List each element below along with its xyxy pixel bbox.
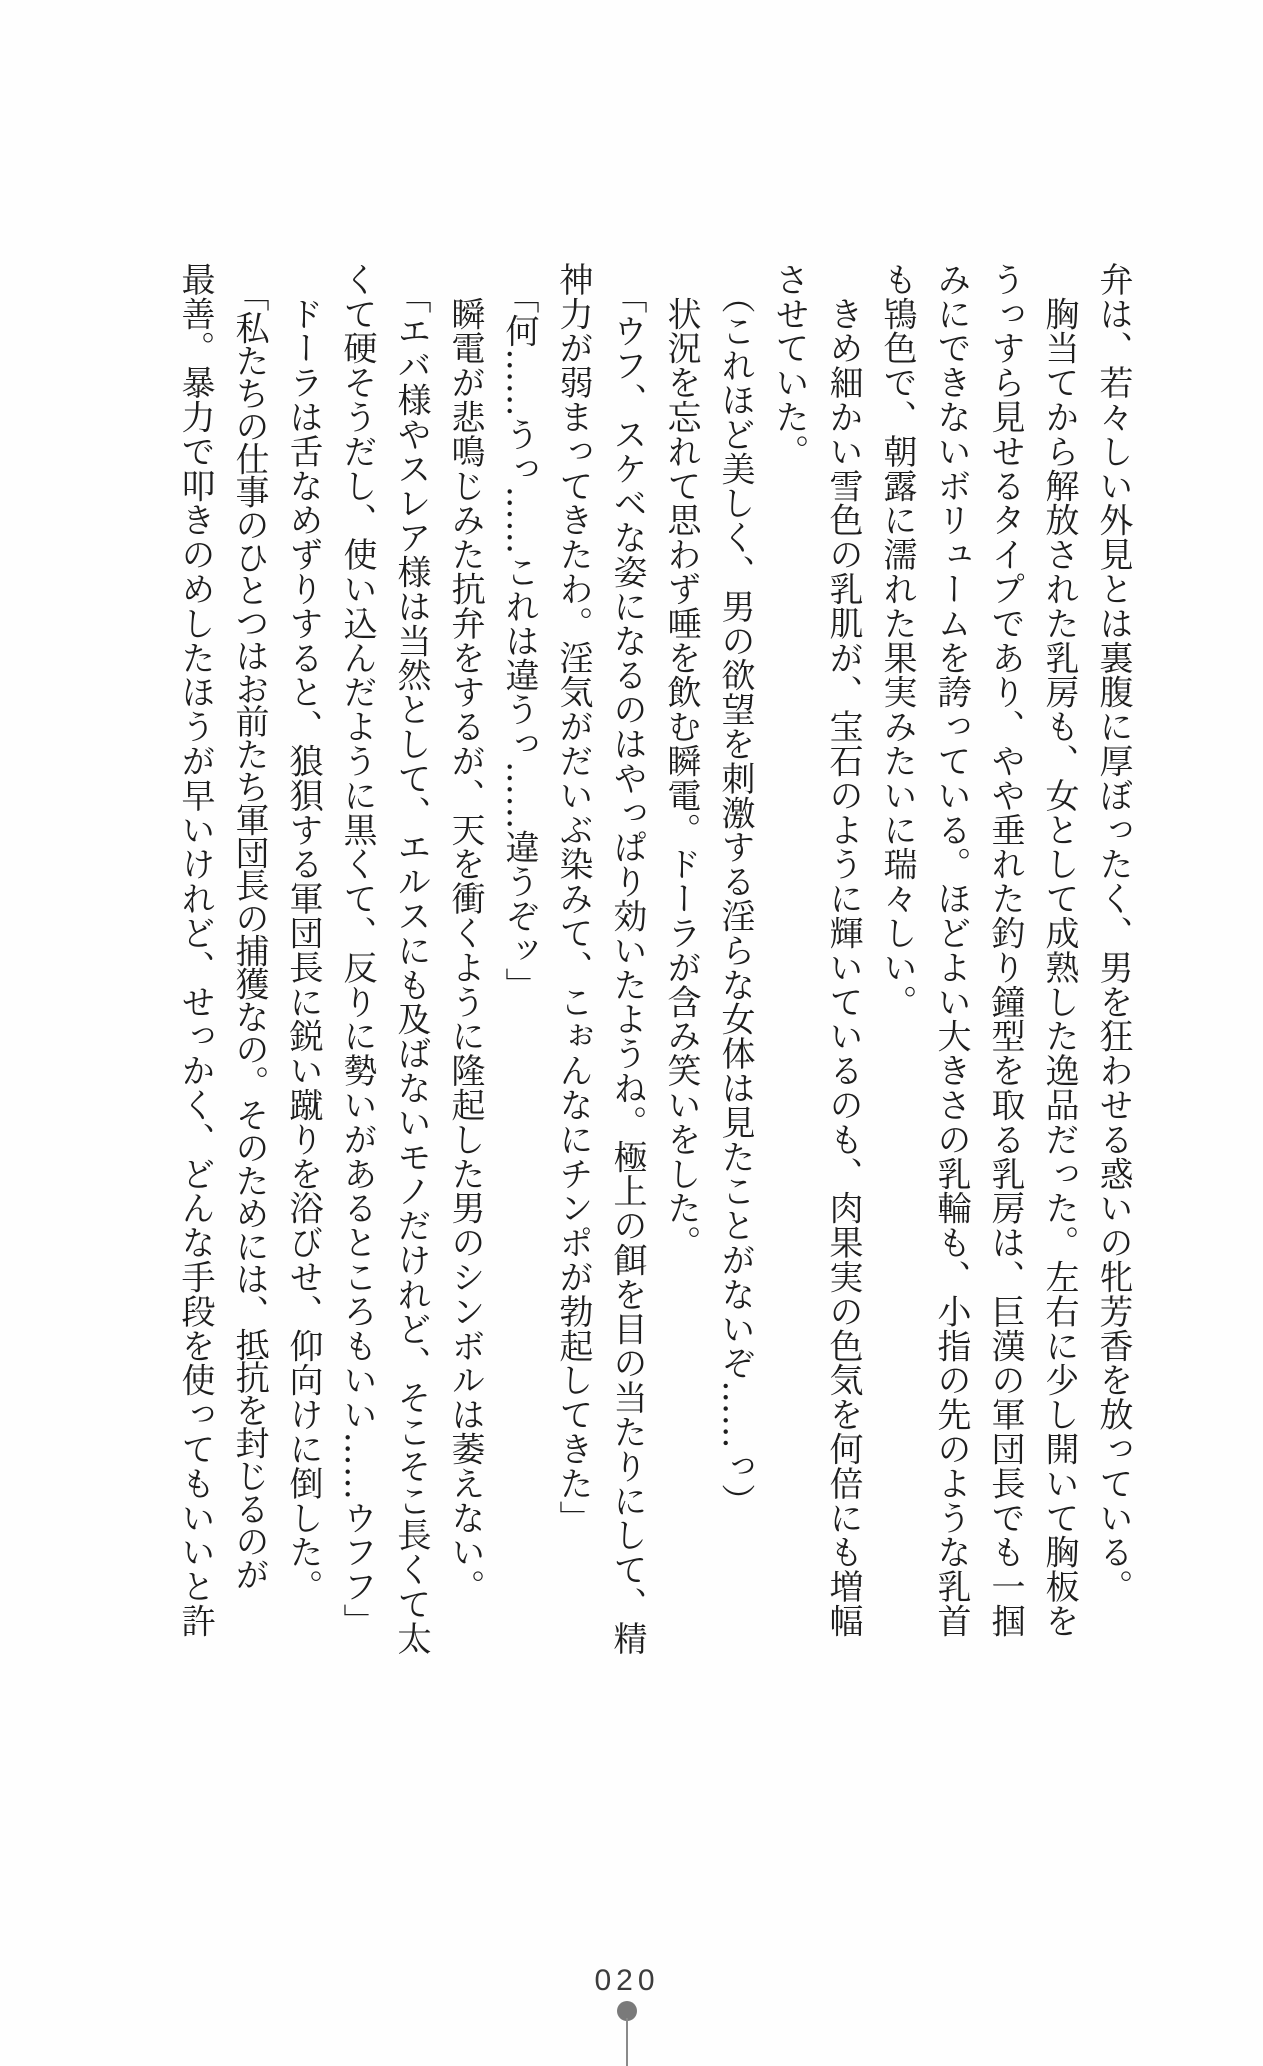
text-column: 「エバ様やスレア様は当然として、エルスにも及ばないモノだけれど、そこそこ長くて太 <box>391 262 431 1656</box>
text-column: 「ウフ、スケベな姿になるのはやっぱり効いたようね。極上の餌を目の当たりにして、精 <box>607 262 647 1656</box>
text-column: 胸当てから解放された乳房も、女として成熟した逸品だった。左右に少し開いて胸板を <box>1039 262 1079 1638</box>
text-column: 最善。暴力で叩きのめしたほうが早いけれど、せっかく、どんな手段を使ってもいいと許 <box>175 262 215 1638</box>
text-column: ドーラは舌なめずりすると、狼狽する軍団長に鋭い蹴りを浴びせ、仰向けに倒した。 <box>283 262 323 1604</box>
footer-marker-tail-line <box>626 2018 628 2066</box>
text-column: （これほど美しく、男の欲望を刺激する淫らな女体は見たことがないぞ……っ） <box>715 262 755 1518</box>
text-column: 瞬電が悲鳴じみた抗弁をするが、天を衝くように隆起した男のシンボルは萎えない。 <box>445 262 485 1604</box>
text-column: みにできないボリュームを誇っている。ほどよい大きさの乳輪も、小指の先のような乳首 <box>931 262 971 1638</box>
page-number: 020 <box>594 1964 660 1997</box>
page-text <box>168 262 1140 1656</box>
text-column: 神力が弱まってきたわ。淫気がだいぶ染みて、こぉんなにチンポが勃起してきた」 <box>553 262 593 1535</box>
text-column: 弁は、若々しい外見とは裏腹に厚ぼったく、男を狂わせる惑いの牝芳香を放っている。 <box>1093 262 1133 1604</box>
text-column: 「私たちの仕事のひとつはお前たち軍団長の捕獲なの。そのためには、抵抗を封じるのが <box>229 262 269 1590</box>
text-column: 状況を忘れて思わず唾を飲む瞬電。ドーラが含み笑いをした。 <box>661 262 701 1260</box>
text-column: うっすら見せるタイプであり、やや垂れた釣り鐘型を取る乳房は、巨漢の軍団長でも一掴 <box>985 262 1025 1638</box>
text-column: くて硬そうだし、使い込んだように黒くて、反りに勢いがあるところもいい……ウフフ」 <box>337 262 377 1638</box>
text-column: も鴇色で、朝露に濡れた果実みたいに瑞々しい。 <box>877 262 917 1019</box>
text-column: させていた。 <box>769 262 809 469</box>
text-column: 「何……うっ……これは違うっ……違うぞッ」 <box>499 262 539 1002</box>
text-column: きめ細かい雪色の乳肌が、宝石のように輝いているのも、肉果実の色気を何倍にも増幅 <box>823 262 863 1638</box>
